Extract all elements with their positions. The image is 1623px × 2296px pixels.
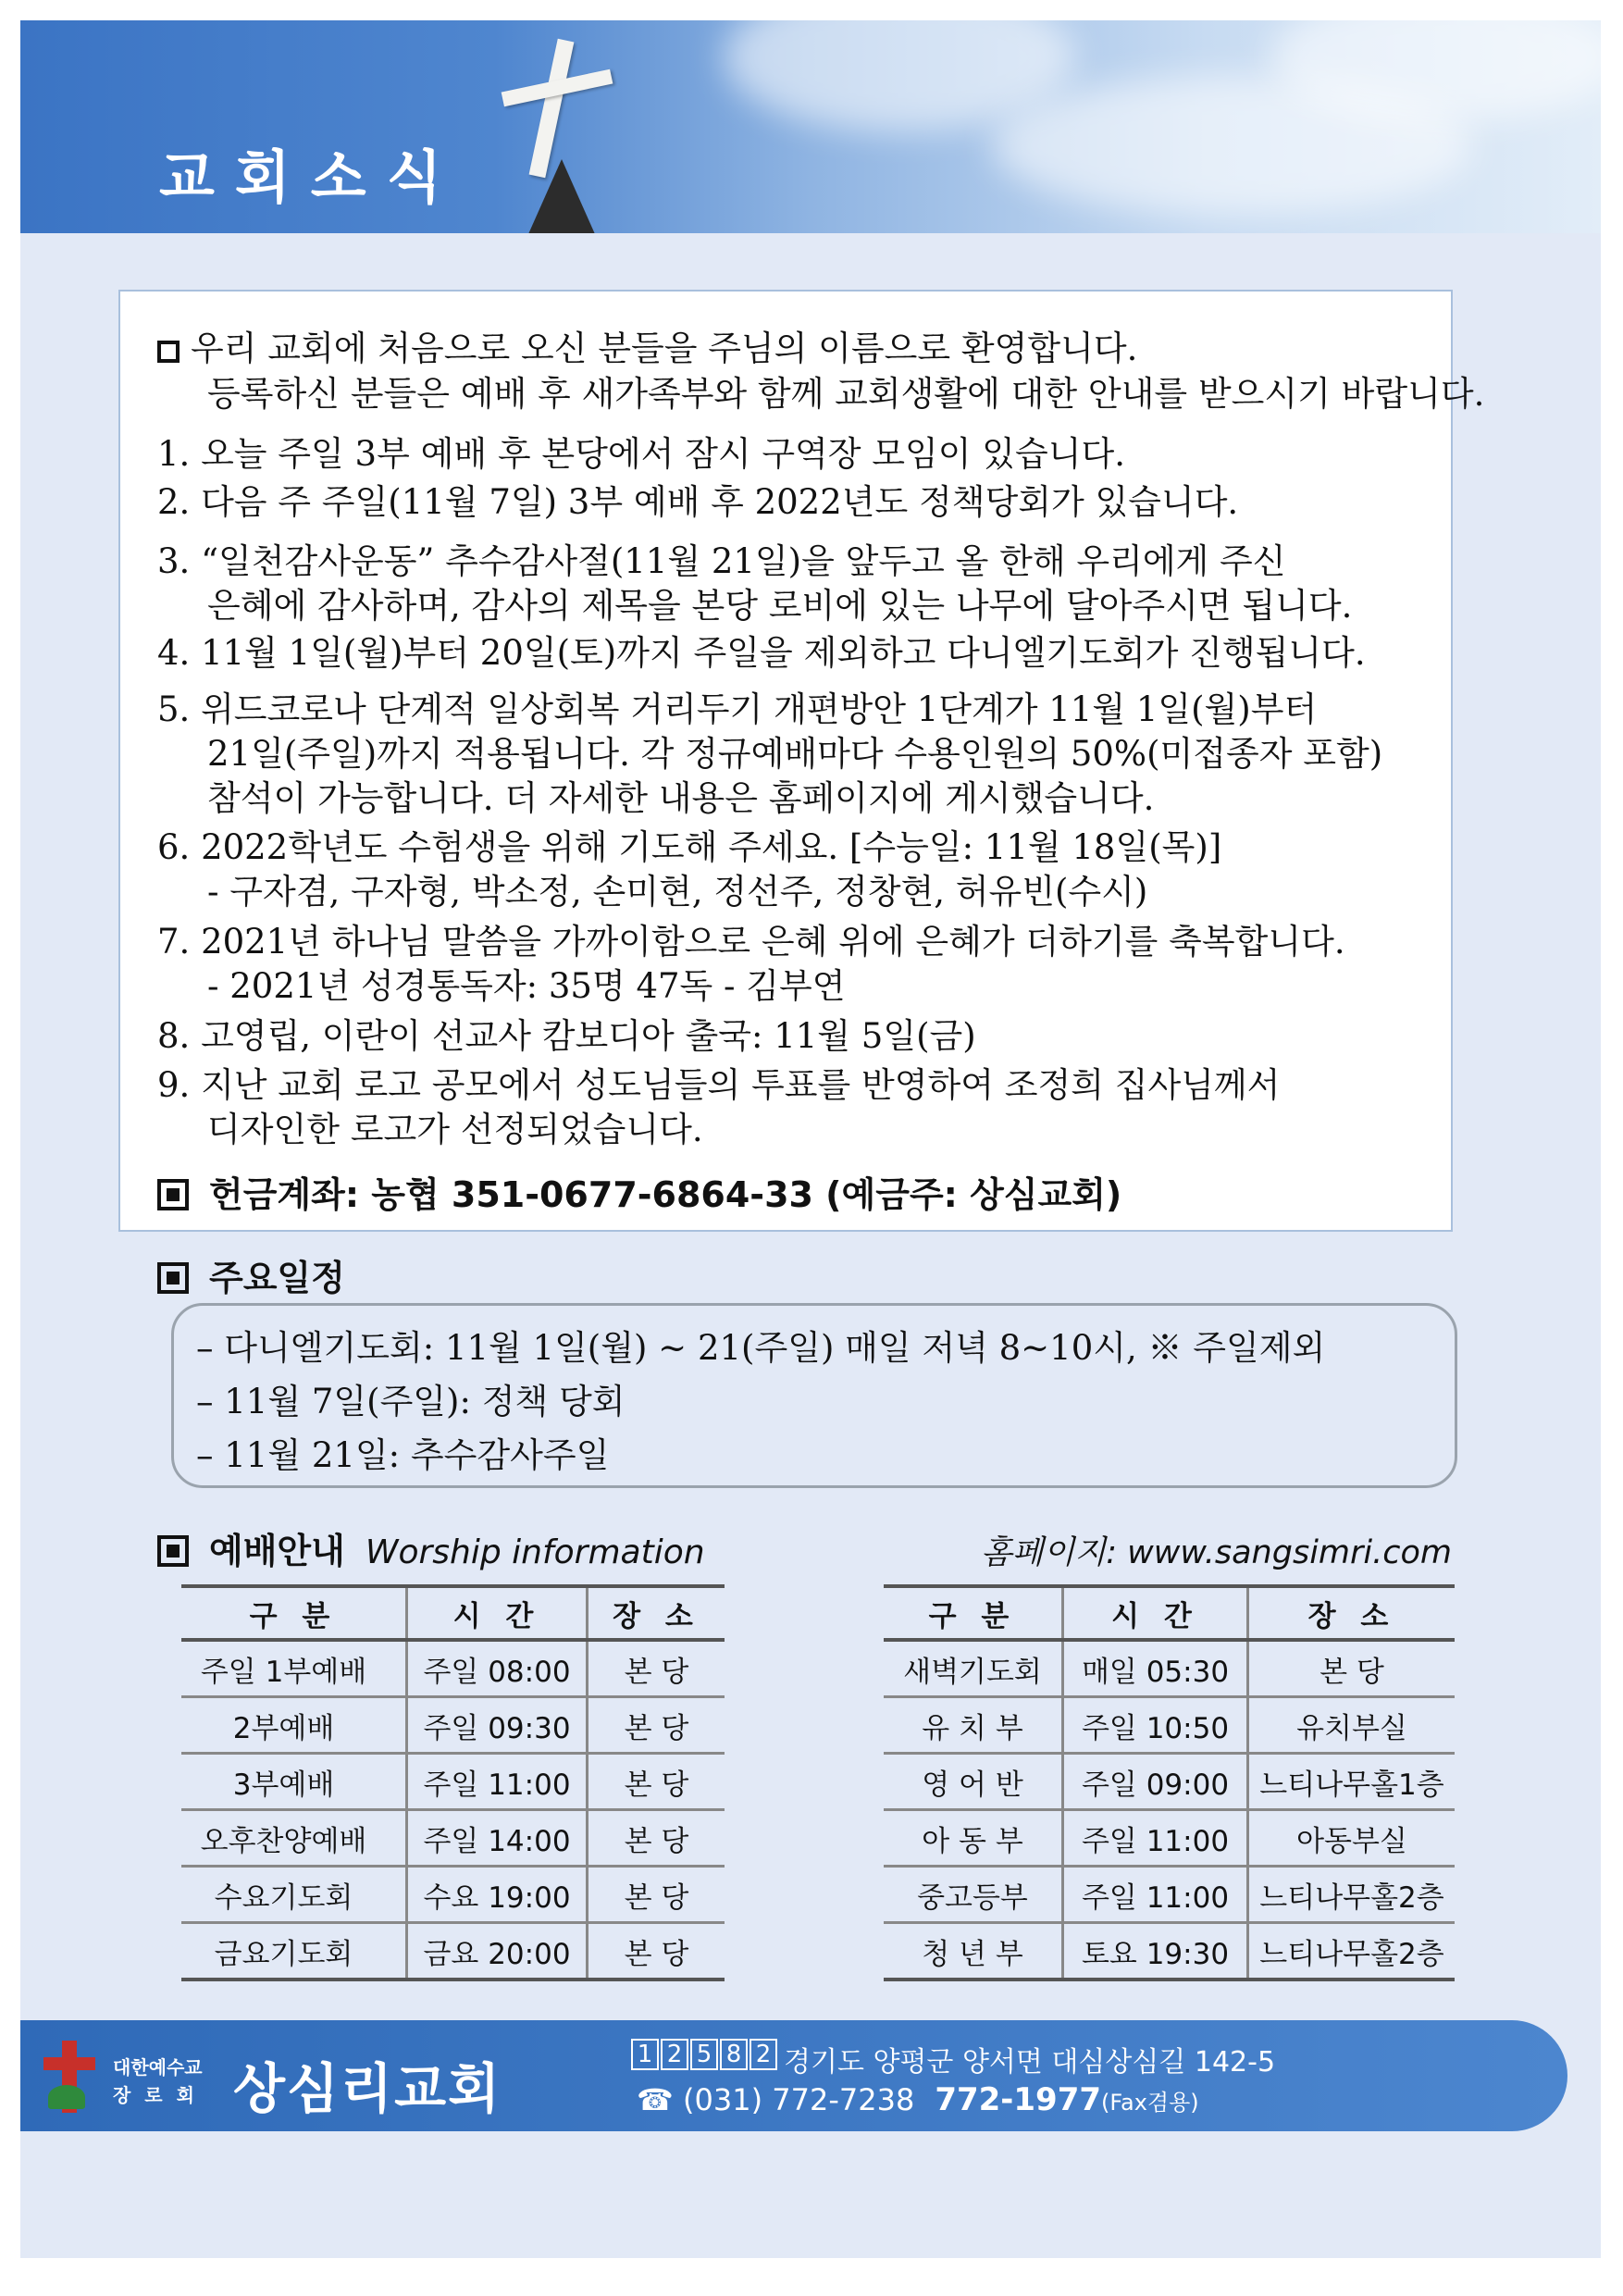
zip-digit: 5	[690, 2039, 718, 2070]
denomination-line-2: 장 로 회	[113, 2084, 198, 2106]
table-cell: 오후찬양예배	[181, 1810, 407, 1867]
table-cell: 주일 08:00	[407, 1640, 588, 1697]
table-cell: 유 치 부	[884, 1697, 1063, 1754]
offering-account: 헌금계좌: 농협 351-0677-6864-33 (예금주: 상심교회)	[157, 1166, 1121, 1217]
announcement-line: 3. “일천감사운동” 추수감사절(11월 21일)을 앞두고 올 한해 우리에게 주신	[157, 541, 1286, 581]
steeple-icon	[525, 159, 599, 233]
worship-table-right	[884, 1584, 1455, 1981]
announcement-line: 8. 고영립, 이란이 선교사 캄보디아 출국: 11월 5일(금)	[157, 1016, 976, 1056]
announcement-line: 은혜에 감사하며, 감사의 제목을 본당 로비에 있는 나무에 달아주시면 됩니다.	[207, 586, 1353, 626]
worship-heading: 예배안내 Worship information	[157, 1522, 705, 1573]
table-cell: 매일 05:30	[1063, 1640, 1248, 1697]
homepage-url: 홈페이지: www.sangsimri.com	[980, 1534, 1452, 1571]
column-header: 시 간	[1063, 1586, 1248, 1640]
table-cell: 토요 19:30	[1063, 1923, 1248, 1980]
schedule-item: – 다니엘기도회: 11월 1일(월) ~ 21(주일) 매일 저녁 8~10시, ※ 주일제외	[196, 1328, 1326, 1368]
table-cell: 3부예배	[181, 1754, 407, 1810]
announcement-line: 21일(주일)까지 적용됩니다. 각 정규예배마다 수용인원의 50%(미접종자 포함)	[207, 734, 1383, 774]
square-bullet-icon	[157, 1179, 189, 1210]
table-cell: 주일 11:00	[407, 1754, 588, 1810]
checkbox-bullet-icon	[157, 341, 180, 363]
welcome-line-2: 등록하신 분들은 예배 후 새가족부와 함께 교회생활에 대한 안내를 받으시기 바랍니다.	[207, 374, 1485, 414]
table-row	[884, 1697, 1455, 1754]
column-header: 구 분	[884, 1586, 1063, 1640]
table-row	[181, 1867, 725, 1923]
table-row	[181, 1754, 725, 1810]
table-row	[884, 1923, 1455, 1980]
table-cell: 유치부실	[1248, 1697, 1456, 1754]
announcement-line: 4. 11월 1일(월)부터 20일(토)까지 주일을 제외하고 다니엘기도회가 진행됩니다.	[157, 633, 1366, 673]
table-cell: 본 당	[588, 1810, 725, 1867]
announcement-line: 참석이 가능합니다. 더 자세한 내용은 홈페이지에 게시했습니다.	[207, 778, 1155, 818]
announcement-line: 7. 2021년 하나님 말씀을 가까이함으로 은혜 위에 은혜가 더하기를 축복합니다.	[157, 922, 1345, 962]
square-bullet-icon	[157, 1262, 189, 1294]
announcement-line: 2. 다음 주 주일(11월 7일) 3부 예배 후 2022년도 정책당회가 있습니다.	[157, 482, 1239, 522]
table-cell: 주일 11:00	[1063, 1867, 1248, 1923]
schedule-heading: 주요일정	[157, 1249, 345, 1300]
table-cell: 주일 14:00	[407, 1810, 588, 1867]
table-cell: 본 당	[588, 1697, 725, 1754]
announcement-line: 디자인한 로고가 선정되었습니다.	[207, 1110, 703, 1149]
column-header: 시 간	[407, 1586, 588, 1640]
zip-code	[631, 2039, 779, 2070]
table-row	[884, 1754, 1455, 1810]
table-cell: 주일 11:00	[1063, 1810, 1248, 1867]
table-row	[884, 1867, 1455, 1923]
announcement-line: 1. 오늘 주일 3부 예배 후 본당에서 잠시 구역장 모임이 있습니다.	[157, 434, 1126, 474]
announcement-line: - 2021년 성경통독자: 35명 47독 - 김부연	[207, 966, 846, 1006]
column-header: 장 소	[1248, 1586, 1456, 1640]
zip-digit: 2	[750, 2039, 777, 2070]
footer-banner	[20, 2020, 1567, 2131]
denomination-line-1: 대한예수교	[113, 2056, 203, 2079]
table-cell: 느티나무홀2층	[1248, 1923, 1456, 1980]
table-cell: 아동부실	[1248, 1810, 1456, 1867]
table-cell: 금요 20:00	[407, 1923, 588, 1980]
column-header: 장 소	[588, 1586, 725, 1640]
table-cell: 주일 1부예배	[181, 1640, 407, 1697]
table-cell: 2부예배	[181, 1697, 407, 1754]
table-cell: 본 당	[588, 1640, 725, 1697]
table-row	[181, 1923, 725, 1980]
column-header: 구 분	[181, 1586, 407, 1640]
table-cell: 본 당	[588, 1867, 725, 1923]
table-cell: 아 동 부	[884, 1810, 1063, 1867]
zip-digit: 8	[720, 2039, 748, 2070]
table-cell: 영 어 반	[884, 1754, 1063, 1810]
zip-digit: 2	[661, 2039, 688, 2070]
table-cell: 본 당	[588, 1923, 725, 1980]
worship-table-left	[181, 1584, 725, 1981]
header-banner	[20, 20, 1601, 233]
table-cell: 청 년 부	[884, 1923, 1063, 1980]
table-cell: 수요 19:00	[407, 1867, 588, 1923]
table-cell: 주일 10:50	[1063, 1697, 1248, 1754]
table-cell: 본 당	[588, 1754, 725, 1810]
church-address: 경기도 양평군 양서면 대심상심길 142-5	[784, 2046, 1276, 2079]
square-bullet-icon	[157, 1535, 189, 1567]
church-logo-leaf-icon	[48, 2085, 85, 2109]
table-cell: 새벽기도회	[884, 1640, 1063, 1697]
table-row	[181, 1697, 725, 1754]
schedule-item: – 11월 7일(주일): 정책 당회	[196, 1382, 626, 1421]
table-cell: 수요기도회	[181, 1867, 407, 1923]
zip-digit: 1	[631, 2039, 659, 2070]
table-cell: 금요기도회	[181, 1923, 407, 1980]
announcement-line: 6. 2022학년도 수험생을 위해 기도해 주세요. [수능일: 11월 18일(목)]	[157, 827, 1222, 867]
table-cell: 주일 09:30	[407, 1697, 588, 1754]
table-cell: 중고등부	[884, 1867, 1063, 1923]
church-name: 상심리교회	[233, 2057, 502, 2120]
table-cell: 느티나무홀2층	[1248, 1867, 1456, 1923]
table-cell: 느티나무홀1층	[1248, 1754, 1456, 1810]
welcome-line-1: 우리 교회에 처음으로 오신 분들을 주님의 이름으로 환영합니다.	[157, 328, 1137, 370]
table-cell: 본 당	[1248, 1640, 1456, 1697]
announcement-line: - 구자겸, 구자형, 박소정, 손미현, 정선주, 정창현, 허유빈(수시)	[207, 872, 1148, 912]
table-cell: 주일 09:00	[1063, 1754, 1248, 1810]
cross-icon	[529, 39, 575, 178]
page-title: 교회소식	[159, 143, 463, 211]
table-row	[181, 1810, 725, 1867]
table-row	[884, 1810, 1455, 1867]
schedule-item: – 11월 21일: 추수감사주일	[196, 1435, 610, 1475]
announcement-line: 5. 위드코로나 단계적 일상회복 거리두기 개편방안 1단계가 11월 1일(월)부터	[157, 689, 1318, 729]
table-row	[884, 1640, 1455, 1697]
table-row	[181, 1640, 725, 1697]
announcement-line: 9. 지난 교회 로고 공모에서 성도님들의 투표를 반영하여 조정희 집사님께서	[157, 1065, 1281, 1105]
church-phone: ☎ (031) 772-7238 772-1977(Fax겸용)	[637, 2081, 1199, 2118]
worship-heading-en: Worship information	[365, 1533, 705, 1571]
